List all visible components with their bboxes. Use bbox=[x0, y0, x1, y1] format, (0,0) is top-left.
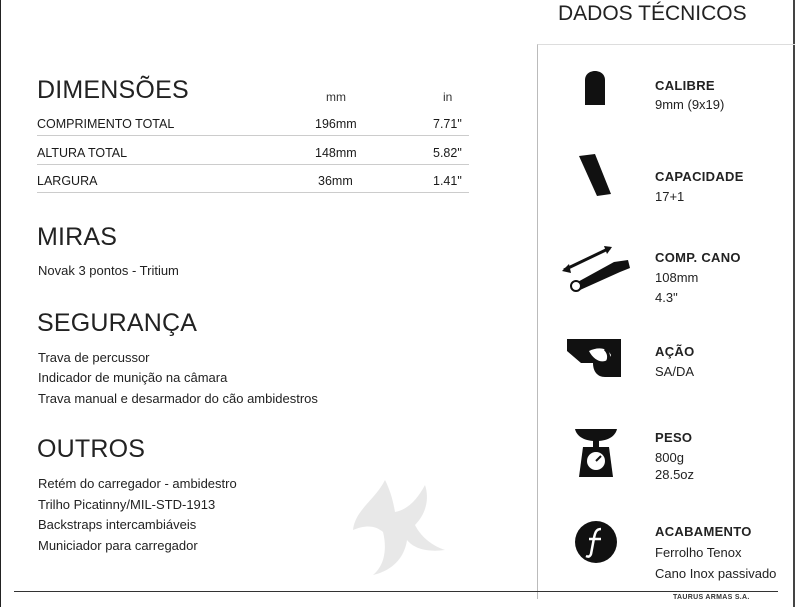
seguranca-item: Trava de percussor bbox=[38, 350, 150, 365]
unit-mm-header: mm bbox=[326, 90, 346, 104]
seguranca-title: SEGURANÇA bbox=[37, 309, 198, 337]
dimension-row bbox=[37, 171, 469, 193]
technical-data-panel bbox=[537, 44, 795, 599]
bull-logo-watermark bbox=[345, 470, 455, 580]
outros-item: Municiador para carregador bbox=[38, 538, 198, 553]
dimension-mm: 148mm bbox=[315, 146, 357, 160]
dados-tecnicos-title: DADOS TÉCNICOS bbox=[558, 2, 747, 25]
dimension-row bbox=[37, 114, 469, 136]
spec-value: 4.3" bbox=[655, 290, 678, 305]
dimension-name: LARGURA bbox=[37, 174, 98, 188]
dimension-in: 1.41" bbox=[433, 174, 462, 188]
unit-in-header: in bbox=[443, 90, 453, 104]
seguranca-item: Trava manual e desarmador do cão ambidestros bbox=[38, 391, 318, 406]
footer-company: TAURUS ARMAS S.A. bbox=[673, 594, 750, 601]
outros-item: Trilho Picatinny/MIL-STD-1913 bbox=[38, 497, 216, 512]
magazine-icon bbox=[575, 150, 615, 198]
spec-label: COMP. CANO bbox=[655, 250, 741, 265]
spec-value: SA/DA bbox=[655, 364, 695, 379]
spec-label: CALIBRE bbox=[655, 78, 715, 93]
dimension-mm: 36mm bbox=[318, 174, 353, 188]
spec-label: PESO bbox=[655, 430, 693, 445]
spec-label: CAPACIDADE bbox=[655, 169, 744, 184]
spec-value: Cano Inox passivado bbox=[655, 566, 777, 581]
dimension-name: COMPRIMENTO TOTAL bbox=[37, 117, 175, 131]
spec-value: 17+1 bbox=[655, 189, 685, 204]
miras-title: MIRAS bbox=[37, 223, 118, 251]
spec-label: ACABAMENTO bbox=[655, 524, 752, 539]
spec-label: AÇÃO bbox=[655, 344, 695, 359]
finish-icon bbox=[574, 520, 618, 564]
bullet-icon bbox=[582, 64, 608, 106]
spec-value: Ferrolho Tenox bbox=[655, 545, 742, 560]
footer-divider bbox=[14, 591, 778, 592]
dimension-row bbox=[37, 143, 469, 165]
spec-value: 108mm bbox=[655, 270, 699, 285]
dimension-mm: 196mm bbox=[315, 117, 357, 131]
dimension-in: 5.82" bbox=[433, 146, 462, 160]
seguranca-item: Indicador de munição na câmara bbox=[38, 370, 228, 385]
dimension-name: ALTURA TOTAL bbox=[37, 146, 128, 160]
outros-title: OUTROS bbox=[37, 435, 146, 463]
outros-item: Backstraps intercambiáveis bbox=[38, 517, 197, 532]
spec-value: 800g bbox=[655, 450, 684, 465]
spec-value: 9mm (9x19) bbox=[655, 97, 725, 112]
dimension-in: 7.71" bbox=[433, 117, 462, 131]
barrel-icon bbox=[560, 240, 632, 292]
dimensions-title: DIMENSÕES bbox=[37, 76, 189, 104]
outros-item: Retém do carregador - ambidestro bbox=[38, 476, 237, 491]
trigger-icon bbox=[567, 337, 623, 379]
spec-value: 28.5oz bbox=[655, 467, 695, 482]
miras-item: Novak 3 pontos - Tritium bbox=[38, 263, 179, 278]
scale-icon bbox=[573, 427, 619, 479]
